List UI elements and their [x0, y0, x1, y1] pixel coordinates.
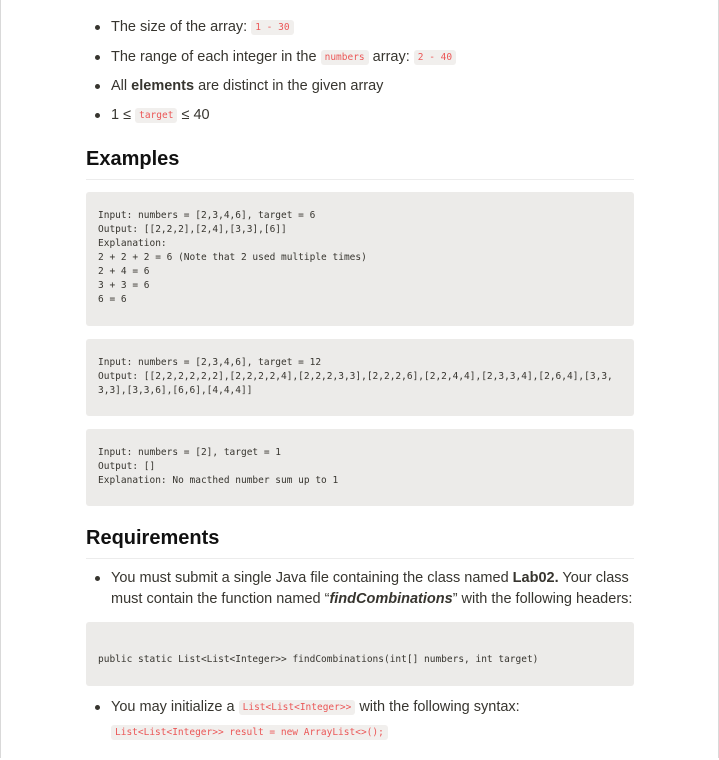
- inline-code: numbers: [321, 50, 369, 65]
- class-name-bold: Lab02.: [512, 570, 559, 586]
- requirements-heading: Requirements: [86, 527, 634, 559]
- code-line: Output: [[2,2,2],[2,4],[3,3],[6]]: [98, 224, 287, 235]
- constraint-target-text: ≤ 40: [181, 107, 210, 123]
- requirements-list: [86, 568, 634, 610]
- code-line: 3 + 3 = 6: [98, 280, 150, 291]
- requirements-list-2: [86, 697, 634, 718]
- requirement-text: ” with the following headers:: [452, 591, 633, 607]
- constraint-range-text: array:: [372, 49, 410, 65]
- list-item: [86, 17, 634, 38]
- code-line: Input: numbers = [2], target = 1: [98, 447, 282, 458]
- constraint-distinct-text: are distinct in the given array: [198, 78, 384, 94]
- function-name-bold-italic: findCombinations: [329, 591, 453, 607]
- constraint-distinct-text: All: [111, 78, 128, 94]
- list-item: [86, 76, 634, 97]
- requirement-text: with the following syntax:: [359, 699, 520, 715]
- requirement-text: You may initialize a: [111, 699, 235, 715]
- inline-code: List<List<Integer>> result = new ArrayList<>();: [111, 725, 388, 740]
- code-line: Input: numbers = [2,3,4,6], target = 12: [98, 357, 322, 368]
- inline-code: List<List<Integer>>: [239, 700, 356, 715]
- list-item: [86, 697, 634, 718]
- init-syntax-line: [111, 723, 388, 741]
- inline-code: target: [135, 108, 177, 123]
- inline-code: 2 - 40: [414, 50, 456, 65]
- requirement-text: You must submit a single Java file containing the class named: [111, 570, 509, 586]
- code-line: Output: []: [98, 461, 156, 472]
- inline-code: 1 - 30: [251, 20, 293, 35]
- code-line: public static List<List<Integer>> findCombinations(int[] numbers, int target): [98, 654, 539, 665]
- constraint-range-text: The range of each integer in the: [111, 49, 317, 65]
- list-item: [86, 105, 634, 126]
- code-line: Output: [[2,2,2,2,2,2],[2,2,2,2,4],[2,2,2,3,3],[2,2,2,6],[2,2,4,4],[2,3,3,4],[2,6,4],[3,3,3,3],[3,3,6],[6,6],[4,4,4]]: [98, 371, 613, 396]
- code-line: 2 + 2 + 2 = 6 (Note that 2 used multiple times): [98, 252, 367, 263]
- requirement-text: Your class must contain the function named “: [111, 570, 629, 607]
- list-item: [86, 568, 634, 610]
- list-item: [86, 47, 634, 68]
- constraints-list: [86, 17, 634, 126]
- examples-heading: Examples: [86, 148, 634, 180]
- code-line: 2 + 4 = 6: [98, 266, 150, 277]
- constraint-target-text: 1 ≤: [111, 107, 132, 123]
- constraint-size-text: The size of the array:: [111, 19, 248, 35]
- code-line: Explanation: No macthed number sum up to 1: [98, 475, 339, 486]
- bold-text: elements: [131, 78, 195, 94]
- code-block-example-3: [86, 429, 634, 506]
- code-line: Explanation:: [98, 238, 167, 249]
- code-line: Input: numbers = [2,3,4,6], target = 6: [98, 210, 316, 221]
- code-block-signature: [86, 622, 634, 686]
- code-block-example-1: [86, 192, 634, 326]
- code-block-example-2: [86, 339, 634, 416]
- code-line: 6 = 6: [98, 294, 127, 305]
